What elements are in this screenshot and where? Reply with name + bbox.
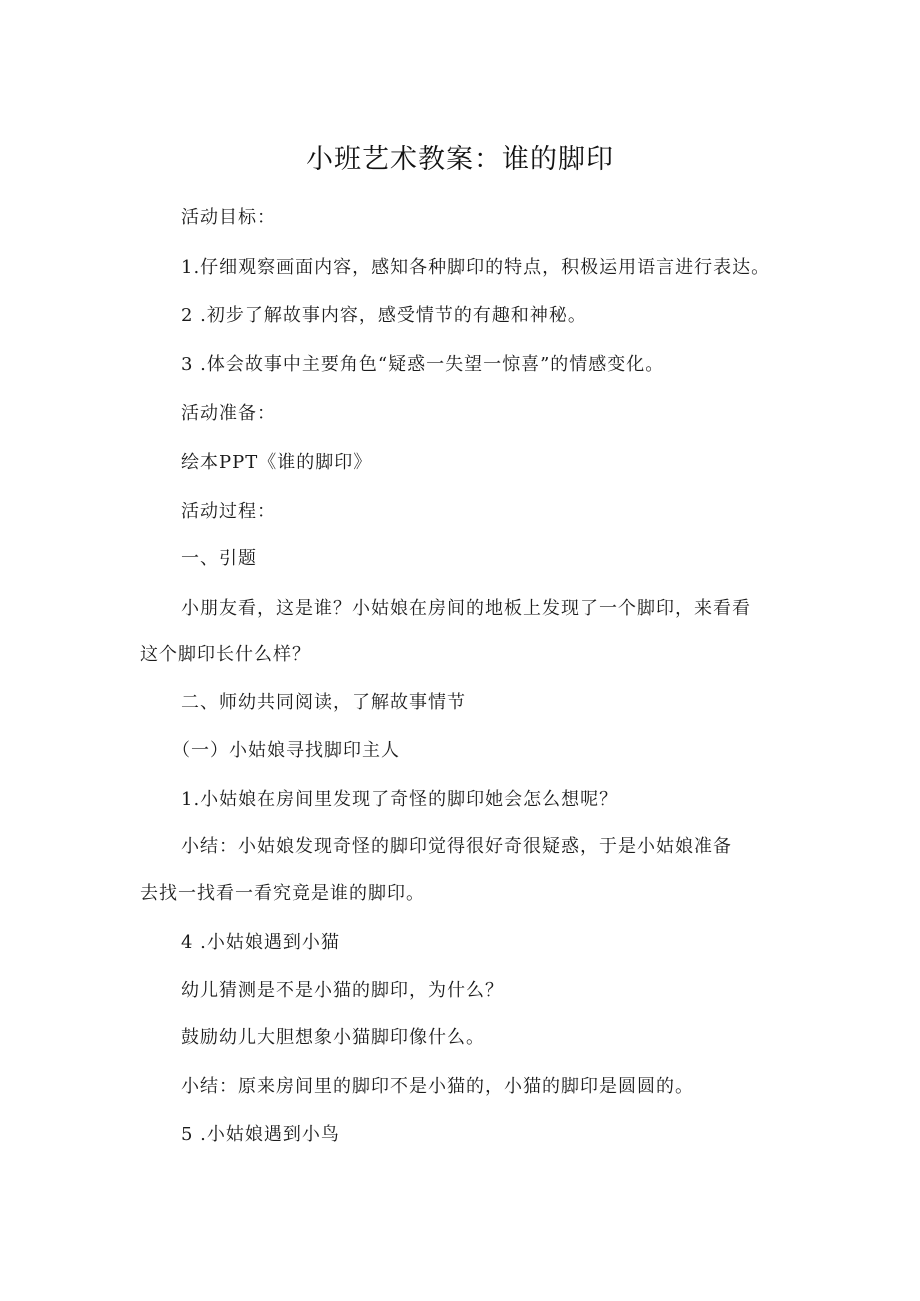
preparation-item: 绘本PPT《谁的脚印》: [181, 452, 373, 473]
paragraph-intro-line-2: 这个脚印长什么样？: [140, 644, 311, 665]
summary-1-line-2: 去找一找看一看究竟是谁的脚印。: [140, 883, 425, 904]
process-step-reading: 二、师幼共同阅读，了解故事情节: [181, 692, 466, 713]
summary-cat-line: 小结：原来房间里的脚印不是小猫的，小猫的脚印是圆圆的。: [181, 1076, 694, 1097]
process-step-intro: 一、引题: [181, 548, 257, 569]
reading-item-4: 4 .小姑娘遇到小猫: [181, 932, 340, 953]
summary-1-line-1: 小结：小姑娘发现奇怪的脚印觉得很好奇很疑惑，于是小姑娘准备: [181, 836, 732, 857]
document-title: 小班艺术教案：谁的脚印: [306, 144, 614, 175]
goal-item-3: 3 .体会故事中主要角色“疑惑一失望一惊喜”的情感变化。: [181, 354, 665, 375]
reading-item-5: 5 .小姑娘遇到小鸟: [181, 1124, 340, 1145]
cat-guess-line: 幼儿猜测是不是小猫的脚印，为什么？: [181, 980, 504, 1001]
goal-item-2: 2 .初步了解故事内容，感受情节的有趣和神秘。: [181, 305, 587, 326]
subsection-heading-search: （一）小姑娘寻找脚印主人: [172, 740, 400, 761]
section-heading-process: 活动过程：: [181, 501, 276, 522]
reading-item-1: 1.小姑娘在房间里发现了奇怪的脚印她会怎么想呢？: [181, 789, 619, 810]
section-heading-preparation: 活动准备：: [181, 403, 276, 424]
paragraph-intro-line-1: 小朋友看，这是谁？小姑娘在房间的地板上发现了一个脚印，来看看: [181, 598, 751, 619]
goal-item-1: 1.仔细观察画面内容，感知各种脚印的特点，积极运用语言进行表达。: [181, 257, 771, 278]
cat-imagine-line: 鼓励幼儿大胆想象小猫脚印像什么。: [181, 1027, 485, 1048]
section-heading-goals: 活动目标：: [181, 207, 276, 228]
